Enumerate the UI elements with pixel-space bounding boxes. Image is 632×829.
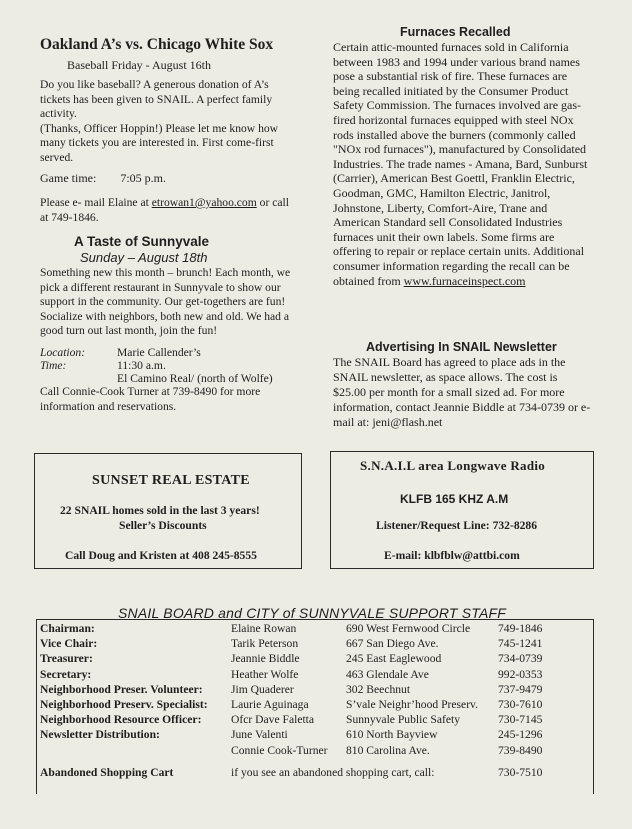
board-address: 302 Beechnut xyxy=(346,682,411,696)
time-label: Time: xyxy=(40,359,67,372)
board-phone: 734-0739 xyxy=(498,652,543,666)
board-address: 690 West Fernwood Circle xyxy=(346,622,471,635)
baseball-subtitle: Baseball Friday - August 16th xyxy=(67,58,211,72)
board-role: Neighborhood Resource Officer: xyxy=(40,713,202,727)
board-name: June Valenti xyxy=(231,728,288,742)
board-name: Jeannie Biddle xyxy=(231,652,300,666)
taste-body: Something new this month – brunch! Each month, we pick a different restaurant in Sunnyvale to show our support in the community. Our get-togethers are fun! Socialize with neighbors, both new and old. We had a good turn out last month, join the fun! xyxy=(40,266,291,338)
board-role: Vice Chair: xyxy=(40,637,98,651)
board-role: Neighborhood Preserv. Specialist: xyxy=(40,698,208,711)
board-address: Sunnyvale Public Safety xyxy=(346,713,460,727)
board-name: Elaine Rowan xyxy=(231,622,297,635)
board-name: Heather Wolfe xyxy=(231,667,299,681)
board-name: Tarik Peterson xyxy=(231,637,299,651)
sunset-ad-title: SUNSET REAL ESTATE xyxy=(92,473,250,488)
radio-ad-station: KLFB 165 KHZ A.M xyxy=(400,492,509,506)
location-label: Location: xyxy=(40,346,86,359)
board-name: Laurie Aguinaga xyxy=(231,698,309,711)
furnaces-title: Furnaces Recalled xyxy=(400,25,511,39)
board-role: Secretary: xyxy=(40,667,92,681)
furnace-inspect-link[interactable]: www.furnaceinspect.com xyxy=(403,273,526,288)
radio-ad-title: S.N.A.I.L area Longwave Radio xyxy=(360,458,546,473)
elaine-email-link[interactable]: etrowan1@yahoo.com xyxy=(151,196,257,209)
advertising-title: Advertising In SNAIL Newsletter xyxy=(366,340,557,354)
board-role: Treasurer: xyxy=(40,652,93,666)
radio-ad-email: E-mail: klbfblw@attbi.com xyxy=(384,549,520,562)
radio-ad-request-line: Listener/Request Line: 732-8286 xyxy=(376,519,538,532)
sunset-ad-line3: Call Doug and Kristen at 408 245-8555 xyxy=(65,549,257,562)
board-role: Newsletter Distribution: xyxy=(40,728,160,742)
board-address: 667 San Diego Ave. xyxy=(346,637,439,651)
taste-call-info: Call Connie-Cook Turner at 739-8490 for more information and reservations. xyxy=(40,385,261,413)
baseball-title: Oakland A’s vs. Chicago White Sox xyxy=(40,36,274,53)
board-role: Abandoned Shopping Cart xyxy=(40,765,174,779)
board-name: Connie Cook-Turner xyxy=(231,743,328,757)
taste-subtitle: Sunday – August 18th xyxy=(80,250,208,265)
furnaces-text: Certain attic-mounted furnaces sold in California between 1983 and 1994 under various brand names pose a substantial risk of fire. These furnaces are being recalled initiated by the Consumer Product Safety Commission. The furnaces involved are gas-fired horizontal furnaces equipped with steel NOx rods installed above the burners (commonly called "NOx rod furnaces"), manufactured by Consolidated Industries. The trade names - Amana, Bard, Sunburst (Carrier), American Best Goettl, Franklin Electric, Goodman, GMC, Hamilton Electric, Janitrol, Johnstone, Liberty, Comfort-Aire, Trane and American Standard sell Consolidated Industries furnaces unit their own labels. Some firms are offering to repair or replace certain units. Additional consumer information regarding the recall can be obtained from xyxy=(333,40,588,288)
board-phone: 992-0353 xyxy=(498,667,543,681)
board-phone: 737-9479 xyxy=(498,682,543,696)
game-time-value: 7:05 p.m. xyxy=(120,171,166,185)
board-phone: 730-7145 xyxy=(498,713,543,727)
board-name: if you see an abandoned shopping cart, call: xyxy=(231,765,435,779)
board-phone: 749-1846 xyxy=(498,622,543,635)
board-address: 610 North Bayview xyxy=(346,728,438,742)
board-address: 810 Carolina Ave. xyxy=(346,743,430,757)
baseball-contact xyxy=(40,196,295,225)
time-value: 11:30 a.m. xyxy=(117,359,166,372)
baseball-body: Do you like baseball? A generous donation of A’s tickets has been given to SNAIL. A perfect family activity. (Thanks, Officer Hoppin!) Please let me know how many tickets you are interested in. First come-first served. xyxy=(40,78,279,164)
board-role: Neighborhood Preser. Volunteer: xyxy=(40,682,203,696)
email-prefix: Please e- mail Elaine at xyxy=(40,196,149,209)
game-time xyxy=(40,171,166,186)
board-address: 245 East Eaglewood xyxy=(346,652,442,666)
board-name: Ofcr Dave Faletta xyxy=(231,713,315,727)
board-address: S’vale Neighr’hood Preserv. xyxy=(346,698,479,711)
board-address: 463 Glendale Ave xyxy=(346,667,429,681)
board-phone: 739-8490 xyxy=(498,743,543,757)
email-suffix: or call at 749-1846. xyxy=(40,196,289,224)
board-phone: 245-1296 xyxy=(498,728,543,742)
advertising-body: The SNAIL Board has agreed to place ads in the SNAIL newsletter, as space allows. The cost is $25.00 per month for a small sized ad. For more information, contact Jeannie Biddle at 734-0739 or e-mail at: jeni@flash.net xyxy=(333,355,591,429)
taste-title: A Taste of Sunnyvale xyxy=(74,234,210,249)
board-phone: 730-7510 xyxy=(498,765,543,779)
game-time-label: Game time: xyxy=(40,171,97,185)
board-role: Chairman: xyxy=(40,622,95,635)
sunset-ad-line1: 22 SNAIL homes sold in the last 3 years! xyxy=(60,504,260,517)
furnaces-body xyxy=(333,40,593,288)
restaurant-address: El Camino Real/ (north of Wolfe) xyxy=(117,372,273,385)
board-title: SNAIL BOARD and CITY of SUNNYVALE SUPPORT STAFF xyxy=(118,605,507,621)
sunset-ad-line2: Seller’s Discounts xyxy=(119,519,207,532)
board-name: Jim Quaderer xyxy=(231,682,294,696)
board-phone: 745-1241 xyxy=(498,637,543,651)
board-phone: 730-7610 xyxy=(498,698,543,711)
location-value: Marie Callender’s xyxy=(117,346,201,359)
